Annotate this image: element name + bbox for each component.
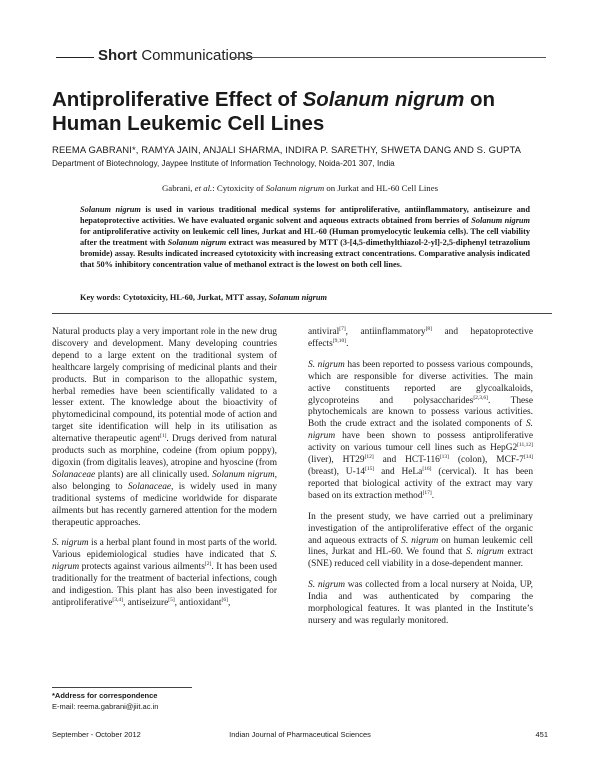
article-title: Antiproliferative Effect of Solanum nigrum on Human Leukemic Cell Lines [52, 88, 496, 135]
paragraph: In the present study, we have carried out a preliminary investigation of the antiproliferative effect of the organic and aqueous extracts of S. nigrum on human leukemic cell lines, Jurkat and HL-60. We found that S. nigrum extract (SNE) reduced cell viability in a dose-dependent manner. [308, 511, 533, 570]
section-label-bold: Short [98, 47, 138, 64]
affiliation: Department of Biotechnology, Jaypee Institute of Information Technology, Noida-201 307, India [52, 159, 395, 168]
section-header [56, 47, 546, 67]
paragraph: Natural products play a very important role in the new drug discovery and development. Many developing countries depend to a large extent on the traditional system of healthcare largely comprising of medicinal plants and their products. But in comparison to the allopathic system, herbal remedies have been scientifically validated to a lesser extent. The knowledge about the bioactivity of phytomedicinal compound, its potential mode of action and target site identification will help in its utilisation as alternative therapeutic agent[1]. Drugs derived from natural products such as morphine, codeine (from opium poppy), digoxin (from digitalis leaves), atropine and hyoscine (from Solanaceae plants) are all clinically used. Solanum nigrum, also belonging to Solanaceae, is widely used in many traditional systems of medicine worldwide for disparate ailments but has recently garnered attention for the modern therapeutic approaches. [52, 327, 278, 528]
correspondence-email: E-mail: reema.gabrani@jiit.ac.in [52, 702, 159, 711]
section-label [98, 47, 253, 64]
author-list: REEMA GABRANI*, RAMYA JAIN, ANJALI SHARMA, INDIRA P. SARETHY, SHWETA DANG AND S. GUPTA [52, 145, 522, 156]
keywords: Key words: Cytotoxicity, HL-60, Jurkat, MTT assay, Solanum nigrum [80, 293, 327, 302]
section-rule-right [231, 57, 546, 58]
title-species: Solanum nigrum [302, 88, 465, 111]
section-rule-left [56, 57, 94, 58]
footer-date: September - October 2012 [52, 730, 141, 739]
paragraph: S. nigrum was collected from a local nursery at Noida, UP, India and was authenticated by comparing the morphological features. It was planted in the Institute’s nursery and was regularly monitored. [308, 580, 533, 626]
footnote-rule [52, 687, 192, 688]
paragraph: antiviral[7], antiinflammatory[8] and hepatoprotective effects[9,10]. [308, 325, 533, 349]
body-column-left [52, 327, 277, 619]
paragraph: S. nigrum has been reported to possess various compounds, which are responsible for diverse activities. The main active constituents reported are glycoalkaloids, glycoproteins and polysaccharides[2,3,6]. These phytochemicals are known to possess various activities. Both the crude extract and the isolated components of S. nigrum have been shown to possess antiproliferative activity on various tumour cell lines such as HepG2[11,12] (liver), HT29[12] and HCT-116[13] (colon), MCF-7[14] (breast), U-14[15] and HeLa[16] (cervical). It has been reported that biological activity of the extract may vary based on its extraction method[17]. [308, 359, 534, 501]
abstract-divider [52, 313, 552, 314]
section-label-rest: Communications [137, 47, 254, 64]
abstract: Solanum nigrum is used in various traditional medical systems for antiproliferative, antiinflammatory, antiseizure and hepatoprotective activities. We have evaluated organic solvent and aqueous extracts obtained from berries of Solanum nigrum for antiproliferative activity on leukemic cell lines, Jurkat and HL-60 (Human promyelocytic leukemia cells). The cell viability after the treatment with Solanum nigrum extract was measured by MTT (3-[4,5-dimethylthiazol-2-yl]-2,5-diphenyl tetrazolium bromide) assay. Results indicated increased cytotoxicity with increasing extract concentrations. Comparative analysis indicated that 50% inhibitory concentration value of methanol extract is the lowest on both cell lines. [80, 205, 531, 270]
paragraph: S. nigrum is a herbal plant found in most parts of the world. Various epidemiological studies have indicated that S. nigrum protects against various ailments[2]. It has been used traditionally for the treatment of bacterial infections, cough and indigestion. This plant has also been investigated for antiproliferative[3,4], antiseizure[5], antioxidant[6], [52, 538, 277, 608]
running-head: Gabrani, et al.: Cytoxicity of Solanum nigrum on Jurkat and HL-60 Cell Lines [161, 183, 439, 193]
body-column-right [308, 327, 533, 637]
correspondence-label: *Address for correspondence [52, 691, 158, 700]
page-number: 451 [535, 730, 548, 739]
footer-journal: Indian Journal of Pharmaceutical Sciences [229, 730, 371, 739]
